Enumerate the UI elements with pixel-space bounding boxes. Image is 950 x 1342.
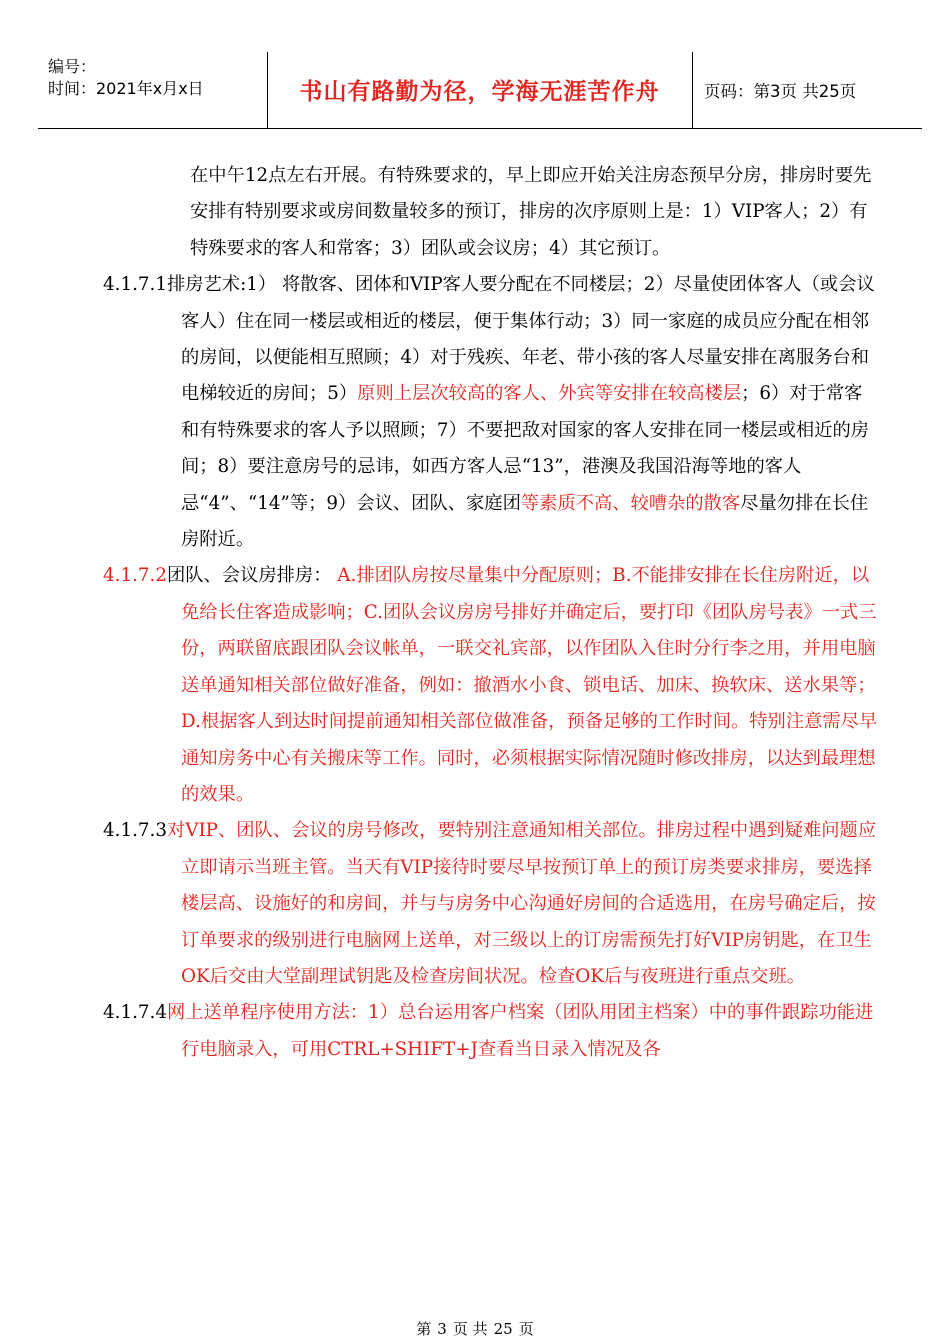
paragraph-text: ；6）对于常客和有特殊要求的客人予以照顾；7）不要把敌对国家的客人安排在同一楼层或相近的房间；8）要注意房号的忌讳，如西方客人忌“13”，港澳及我国沿海等地的客人忌“4”、“14”等；9）会议、团队、家庭团 — [181, 383, 870, 514]
highlight-text: 对VIP、团队、会议的房号修改，要特别注意通知相关部位。排房过程中遇到疑难问题应立即请示当班主管。当天有VIP接待时要尽早按预订单上的预订房类要求排房，要选择楼层高、设施好的和房间，并与与房务中心沟通好房间的合适选用，在房号确定后，按订单要求的级别进行电脑网上送单，对三级以上的订房需预先打好VIP房钥匙，在卫生OK后交由大堂副理试钥匙及检查房间状况。检查OK后与夜班进行重点交班。 — [166, 820, 877, 987]
header-divider — [692, 52, 693, 128]
paragraph-4-1-7-3 — [103, 813, 880, 995]
paragraph-text: 尽量勿排在长住房附近。 — [181, 492, 869, 551]
paragraph-text: 团队、会议房排房： — [166, 565, 332, 587]
header-page-info: 页码：第3页 共25页 — [704, 82, 857, 101]
page-header — [38, 52, 922, 129]
highlight-text: 原则上层次较高的客人、外宾等安排在较高楼层 — [357, 383, 742, 405]
paragraph-body — [103, 813, 880, 995]
footer-middle: 页 共 — [452, 1320, 488, 1338]
paragraph-text: 排房艺术:1） 将散客、团体和VIP客人要分配在不同楼层；2）尽量使团体客人（或会议客人）住在同一楼层或相近的楼层，便于集体行动；3）同一家庭的成员应分配在相邻的房间，以便能相互照顾；4）对于残疾、年老、带小孩的客人尽量安排在离服务台和电梯较近的房间；5） — [166, 274, 875, 405]
highlight-text: 网上送单程序使用方法：1）总台运用客户档案（团队用团主档案）中的事件跟踪功能进行电脑录入，可用CTRL+SHIFT+J查看当日录入情况及各 — [166, 1002, 874, 1060]
paragraph-continued — [190, 158, 880, 267]
section-number: 4.1.7.2 — [103, 565, 167, 587]
paragraph-4-1-7-2 — [103, 558, 880, 813]
paragraph-text: 在中午12点左右开展。有特殊要求的，早上即应开始关注房态预早分房，排房时要先安排有特别要求或房间数量较多的预订，排房的次序原则上是：1）VIP客人；2）有特殊要求的客人和常客；3）团队或会议房；4）其它预订。 — [190, 165, 872, 259]
header-meta — [48, 52, 266, 128]
footer-total-pages: 25 — [493, 1320, 513, 1338]
highlight-text: 等素质不高、较嘈杂的散客 — [520, 492, 741, 514]
footer-suffix: 页 — [518, 1320, 534, 1338]
serial-label: 编号： — [48, 57, 97, 76]
section-number: 4.1.7.4 — [103, 1002, 167, 1024]
paragraph-4-1-7-1 — [103, 267, 880, 558]
footer-page-number: 3 — [437, 1320, 447, 1338]
date-label: 时间：2021年x月x日 — [48, 79, 204, 98]
page-footer — [0, 1318, 950, 1339]
header-motto: 书山有路勤为径，学海无涯苦作舟 — [299, 78, 660, 105]
section-number: 4.1.7.3 — [103, 820, 167, 842]
document-body — [0, 158, 950, 1068]
highlight-text: A.排团队房按尽量集中分配原则；B.不能排安排在长住房附近，以免给长住客造成影响；C.团队会议房房号排好并确定后，要打印《团队房号表》一式三份，两联留底跟团队会议帐单，一联交礼宾部，以作团队入住时分行李之用，并用电脑送单通知相关部位做好准备，例如：撤酒水小食、锁电话、加床、换软床、送水果等；D.根据客人到达时间提前通知相关部位做准备，预备足够的工作时间。特别注意需尽早通知房务中心有关搬床等工作。同时，必须根据实际情况随时修改排房，以达到最理想的效果。 — [181, 565, 878, 805]
footer-prefix: 第 — [416, 1320, 432, 1338]
paragraph-body — [103, 995, 880, 1068]
paragraph-body — [103, 267, 880, 558]
section-number: 4.1.7.1 — [103, 274, 167, 296]
paragraph-body — [103, 558, 880, 813]
paragraph-4-1-7-4 — [103, 995, 880, 1068]
